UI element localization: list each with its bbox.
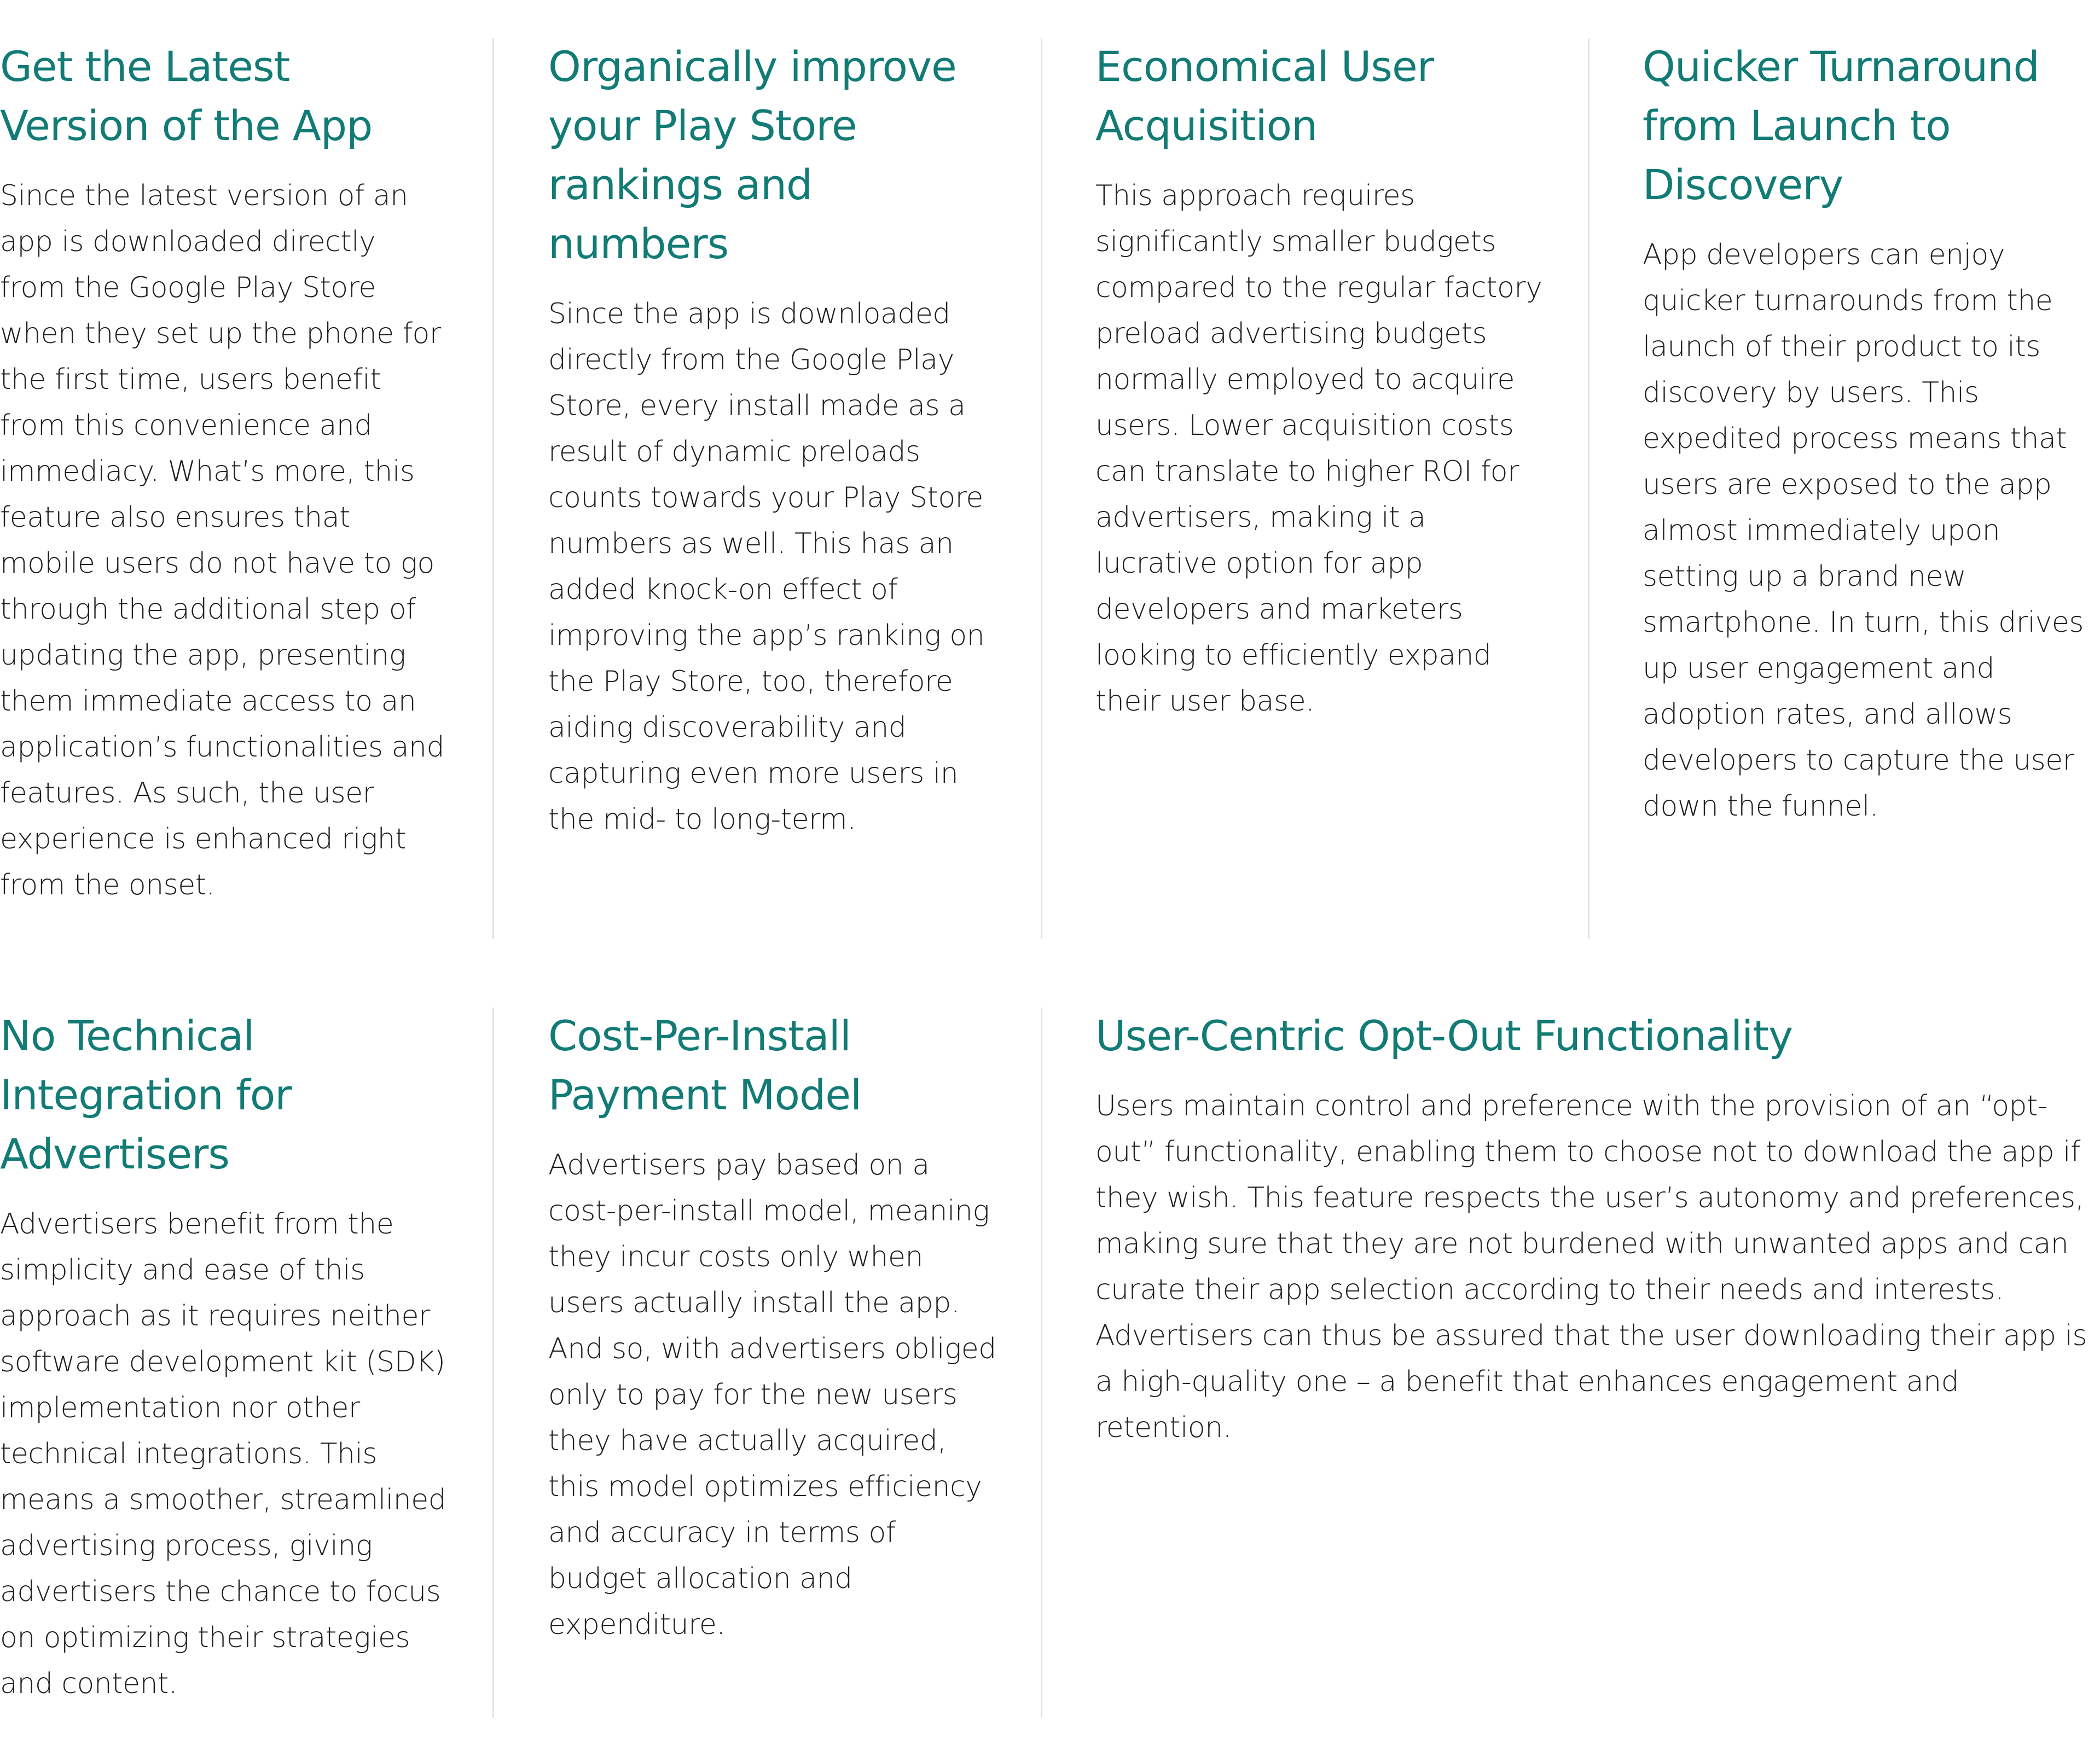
feature-card-no-technical-integration bbox=[0, 1007, 449, 1707]
feature-body: Advertisers pay based on a cost-per-install model, meaning they incur costs only when users actually install the app. And so, with advertisers obliged only to pay for the new users they have actually acquired, this model optimizes efficiency and accuracy in terms of budget allocation and expenditure. bbox=[548, 1149, 996, 1641]
feature-title: Get the Latest Version of the App bbox=[0, 42, 373, 150]
feature-title: Quicker Turnaround from Launch to Discovery bbox=[1643, 42, 2039, 209]
feature-title: Organically improve your Play Store rankings and numbers bbox=[548, 42, 956, 268]
column-divider bbox=[1041, 1008, 1042, 1718]
feature-title: User-Centric Opt-Out Functionality bbox=[1095, 1011, 1793, 1060]
feature-body: Advertisers benefit from the simplicity and ease of this approach as it requires neither software development kit (SDK) implementation nor other technical integrations. This means a smoother, streamlined advertising process, giving advertisers the chance to focus on optimizing their strategies and content. bbox=[0, 1208, 446, 1700]
feature-title: Cost-Per-Install Payment Model bbox=[548, 1011, 862, 1119]
column-divider bbox=[1588, 38, 1589, 939]
feature-body: Users maintain control and preference with the provision of an “opt-out” functionality, enabling them to choose not to download the app if they wish. This feature respects the user’s autonomy and preferences, making sure that they are not burdened with unwanted apps and can curate their app selection according to their needs and interests. Advertisers can thus be assured that the user downloading their app is a high-quality one – a benefit that enhances engagement and retention. bbox=[1095, 1090, 2087, 1444]
feature-card-play-store-rankings bbox=[548, 37, 997, 842]
feature-title: Economical User Acquisition bbox=[1095, 42, 1434, 150]
feature-card-latest-version bbox=[0, 37, 449, 908]
feature-card-quicker-turnaround bbox=[1643, 37, 2091, 829]
feature-body: This approach requires significantly smaller budgets compared to the regular factory preload advertising budgets normally employed to acquire users. Lower acquisition costs can translate to higher ROI for advertisers, making it a lucrative option for app developers and marketers looking to efficiently expand their user base. bbox=[1095, 179, 1542, 718]
feature-body: Since the app is downloaded directly from the Google Play Store, every install made as a result of dynamic preloads counts towards your Play Store numbers as well. This has an added knock-on effect of improving the app’s ranking on the Play Store, too, therefore aiding discoverability and capturing even more users in the mid- to long-term. bbox=[548, 298, 985, 836]
column-divider bbox=[1041, 38, 1042, 939]
feature-card-cost-per-install bbox=[548, 1007, 997, 1648]
feature-card-opt-out bbox=[1095, 1007, 2100, 1451]
feature-card-economical-acquisition bbox=[1095, 37, 1544, 724]
column-divider bbox=[492, 38, 494, 939]
feature-body: App developers can enjoy quicker turnarounds from the launch of their product to its discovery by users. This expedited process means that users are exposed to the app almost immediately upon setting up a brand new smartphone. In turn, this drives up user engagement and adoption rates, and allows developers to capture the user down the funnel. bbox=[1643, 238, 2084, 823]
feature-title: No Technical Integration for Advertisers bbox=[0, 1011, 292, 1178]
feature-body: Since the latest version of an app is downloaded directly from the Google Play Store when they set up the phone for the first time, users benefit from this convenience and immediacy. What’s more, this feature also ensures that mobile users do not have to go through the additional step of updating the app, presenting them immediate access to an application’s functionalities and features. As such, the user experience is enhanced right from the onset. bbox=[0, 179, 444, 901]
column-divider bbox=[492, 1008, 494, 1718]
